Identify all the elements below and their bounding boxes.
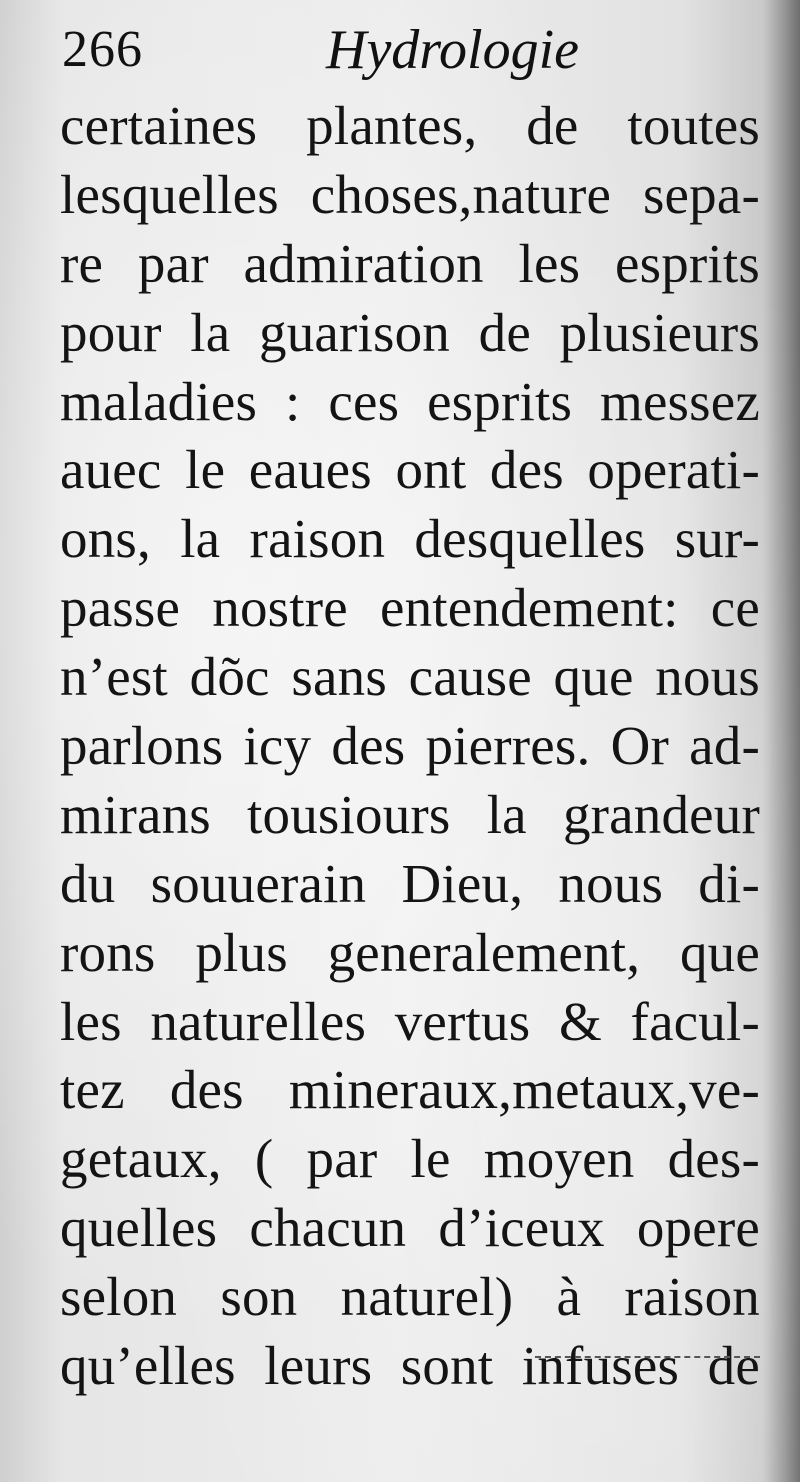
text-line: les naturelles vertus & facul- [60,990,760,1052]
text-line: du souuerain Dieu, nous di- [60,852,760,914]
text-line: tez des mineraux,metaux,ve- [60,1059,760,1121]
text-line: auec le eaues ont des operati- [60,439,760,501]
text-line: rons plus generalement, que [60,921,760,983]
running-head: Hydrologie [326,19,579,81]
text-line: passe nostre entendement: ce [60,577,760,639]
page-number: 266 [62,21,143,78]
text-line: parlons icy des pierres. Or ad- [60,715,760,777]
text-line: lesquelles choses,nature sepa- [60,163,760,225]
text-line: getaux, ( par le moyen des- [60,1128,760,1190]
body-text [60,92,760,1401]
text-line: mirans tousiours la grandeur [60,783,760,845]
catchword-rule [535,1356,760,1358]
text-line: quelles chacun d’iceux opere [60,1197,760,1259]
text-line: certaines plantes, de toutes [60,95,760,156]
page-gutter-shadow [762,0,800,1482]
text-line: selon son naturel) à raison [60,1266,760,1328]
text-line: qu’elles leurs sont infuses de [60,1335,760,1397]
text-line: maladies : ces esprits messez [60,370,760,432]
text-line: re par admiration les esprits [60,232,760,294]
page-header [0,18,800,88]
text-line: n’est dõc sans cause que nous [60,646,760,708]
text-line: ons, la raison desquelles sur- [60,508,760,570]
text-line: pour la guarison de plusieurs [60,301,760,363]
